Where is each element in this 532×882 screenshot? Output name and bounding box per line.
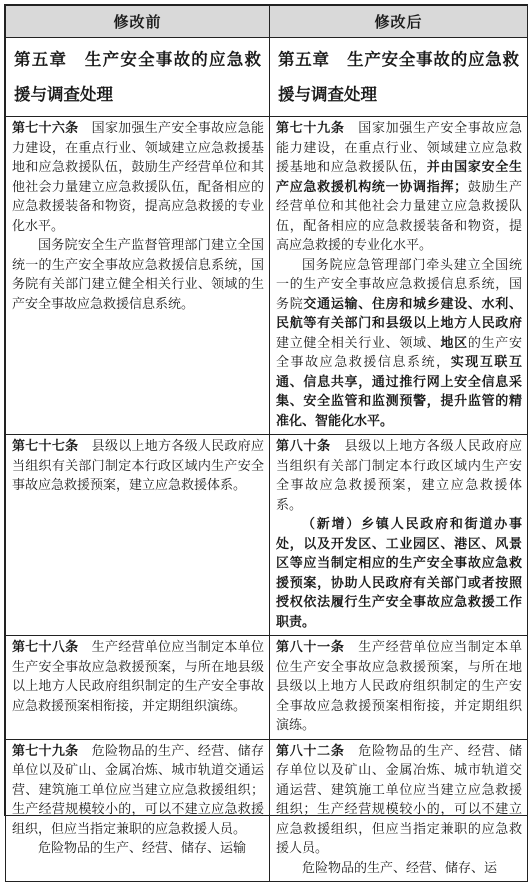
article-number: 第七十九条 bbox=[12, 743, 79, 759]
article-paragraph bbox=[12, 437, 264, 496]
header-row bbox=[6, 6, 528, 38]
document-page bbox=[4, 4, 528, 876]
article-paragraph bbox=[276, 638, 522, 736]
article-cell-before bbox=[6, 435, 270, 636]
article-cell-before bbox=[6, 117, 270, 435]
article-number: 第七十九条 bbox=[276, 121, 345, 136]
article-number: 第七十七条 bbox=[12, 439, 79, 454]
article-text: 危险物品的生产、经营、储存、运 bbox=[302, 860, 498, 876]
article-paragraph bbox=[276, 515, 522, 632]
article-text: 生产经营单位应当制定本单位生产安全事故应急救援预案，与所在地县级以上地方人民政府组织制定的生产安全事故应急救援预案相衔接，并定期组织演练。 bbox=[12, 640, 264, 714]
article-text: 危险物品的生产、经营、储存、运输 bbox=[38, 841, 247, 856]
article-paragraph bbox=[276, 742, 522, 859]
article-text: 国务院安全生产监督管理部门建立全国统一的生产安全事故应急救援信息系统，国务院有关部门建立健全相关行业、领域的生产安全事故应急救援信息系统。 bbox=[12, 238, 264, 312]
amended-text: 交通运输、住房和城乡建设、水利、民航等有关部门和县级以上地方人民政府 bbox=[276, 296, 522, 331]
article-paragraph bbox=[12, 638, 264, 716]
article-paragraph bbox=[12, 236, 264, 314]
article-number: 第八十二条 bbox=[276, 743, 345, 759]
article-row bbox=[6, 117, 528, 435]
article-row bbox=[6, 636, 528, 740]
header-before: 修改前 bbox=[6, 6, 270, 38]
article-text: 危险物品的生产、经营、储存单位以及矿山、金属冶炼、城市轨道交通运营、建筑施工单位应当建立应急救援组织；生产经营规模较小的，可以不建立应急救援组织，但应当指定兼职的应急救援人员。 bbox=[12, 743, 264, 837]
article-cell-after bbox=[270, 636, 528, 740]
amended-text: （新增）乡镇人民政府和街道办事处，以及开发区、工业园区、港区、风景区等应当制定相应的生产安全事故应急救援预案，协助人民政府有关部门或者按照授权依法履行生产安全事故应急救援工作职责。 bbox=[276, 517, 522, 630]
article-text: 国家加强生产安全事故应急能力建设，在重点行业、领域建立应急救援基地和应急救援队伍，鼓励生产经营单位和其他社会力量建立应急救援队伍，配备相应的应急救援装备和物资，提高应急救援的专业化水平。 bbox=[12, 121, 264, 234]
article-cell-after bbox=[270, 435, 528, 636]
article-number: 第七十六条 bbox=[12, 121, 79, 136]
article-text: 县级以上地方各级人民政府应当组织有关部门制定本行政区域内生产安全事故应急救援预案，建立应急救援体系。 bbox=[12, 439, 264, 493]
article-cell-before bbox=[6, 739, 270, 882]
article-paragraph bbox=[276, 119, 522, 256]
header-after: 修改后 bbox=[270, 6, 528, 38]
article-text: 鼓励生产经营单位和其他社会力量建立应急救援队伍，配备相应的应急救援装备和物资，提高应急救援的专业化水平。 bbox=[276, 179, 522, 253]
article-row bbox=[6, 435, 528, 636]
article-paragraph bbox=[276, 859, 522, 879]
chapter-row bbox=[6, 38, 528, 117]
article-text: 县级以上地方各级人民政府应当组织有关部门制定本行政区域内生产安全事故应急救援预案，建立应急救援体系。 bbox=[276, 439, 522, 513]
article-number: 第八十条 bbox=[276, 439, 331, 454]
article-text: 国家加强生产安全事故应急能力建设，在重点行业、领域建立应急救援基地和应急救援队伍， bbox=[276, 121, 522, 175]
article-cell-after bbox=[270, 117, 528, 435]
article-paragraph bbox=[276, 256, 522, 432]
amended-text: 地区 bbox=[440, 335, 468, 351]
article-text: 生产经营单位应当制定本单位生产安全事故应急救援预案，与所在地县级以上地方人民政府组织制定的生产安全事故应急救援预案相衔接，并定期组织演练。 bbox=[276, 640, 522, 733]
article-text: 的生产安全事故应急救援信息系统， bbox=[276, 335, 522, 370]
article-paragraph bbox=[12, 119, 264, 236]
comparison-table bbox=[5, 5, 528, 882]
article-text: 危险物品的生产、经营、储存单位以及矿山、金属冶炼、城市轨道交通运营、建筑施工单位应当建立应急救援组织；生产经营规模较小的，可以不建立应急救援组织，但应当指定兼职的应急救援人员。 bbox=[276, 743, 522, 856]
article-text: 国务院应急管理部门牵头建立全国统一的生产安全事故应急救援信息系统，国务院 bbox=[276, 257, 522, 312]
article-paragraph bbox=[12, 742, 264, 840]
article-paragraph bbox=[12, 839, 264, 859]
article-number: 第八十一条 bbox=[276, 640, 345, 655]
amended-text: 并由国家安全生产应急救援机构统一协调指挥； bbox=[276, 160, 522, 195]
amended-text: 实现互联互通、信息共享，通过推行网上安全信息采集、安全监管和监测预警，提升监管的精准化、智能化水平。 bbox=[276, 355, 522, 429]
article-paragraph bbox=[276, 437, 522, 515]
article-cell-after bbox=[270, 739, 528, 882]
chapter-title-before: 第五章 生产安全事故的应急救援与调查处理 bbox=[6, 38, 270, 117]
article-text: 建立健全相关行业、领域、 bbox=[276, 335, 441, 351]
chapter-title-after: 第五章 生产安全事故的应急救援与调查处理 bbox=[270, 38, 528, 117]
article-cell-before bbox=[6, 636, 270, 740]
article-row bbox=[6, 739, 528, 882]
article-number: 第七十八条 bbox=[12, 640, 79, 655]
